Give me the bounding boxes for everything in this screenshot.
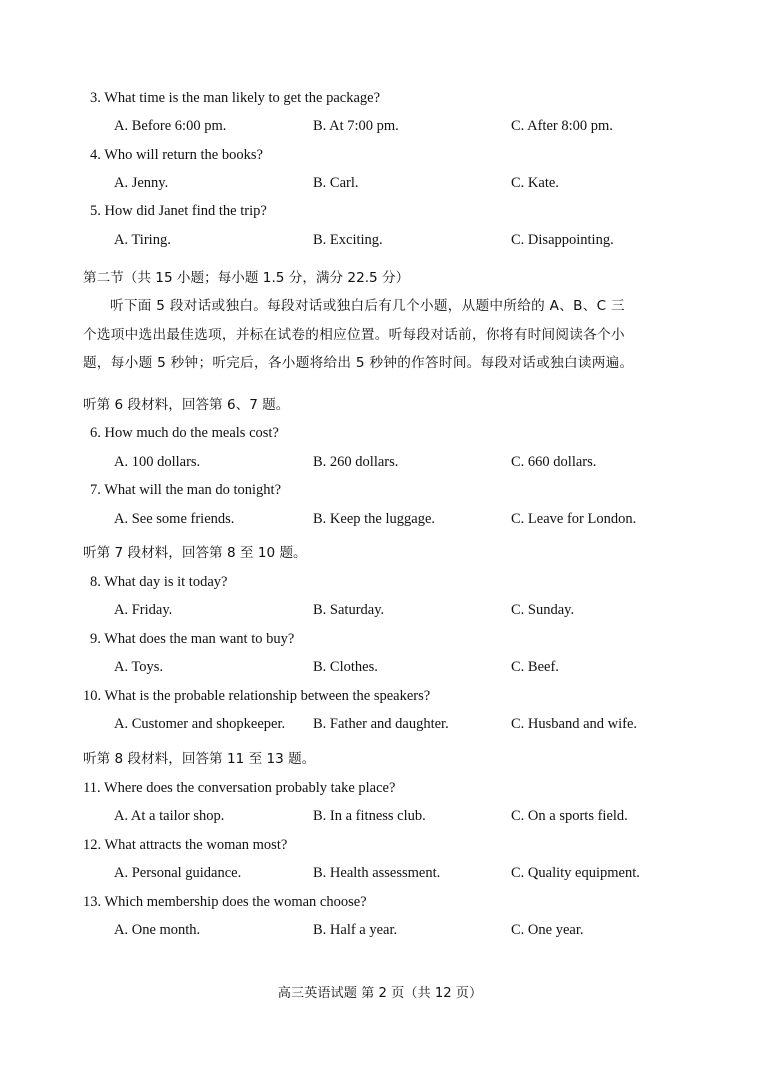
option-c: C. Leave for London. [511, 511, 637, 527]
option-b: B. Half a year. [313, 922, 398, 938]
question-stem: 7. What will the man do tonight? [90, 482, 282, 498]
question-stem: 6. How much do the meals cost? [90, 425, 279, 441]
option-c: C. Kate. [511, 175, 559, 191]
option-b: B. Carl. [313, 175, 359, 191]
option-b: B. Exciting. [313, 232, 383, 248]
page-footer: 高三英语试题 第 2 页（共 12 页） [277, 986, 483, 1001]
option-b: B. Saturday. [313, 602, 385, 618]
option-a: A. See some friends. [114, 511, 235, 527]
option-a: A. Friday. [114, 602, 173, 618]
instruction-line: 个选项中选出最佳选项，并标在试卷的相应位置。听每段对话前，你将有时间阅读各个小 [83, 326, 625, 343]
option-c: C. Disappointing. [511, 232, 614, 248]
option-c: C. 660 dollars. [511, 454, 597, 470]
question-stem: 5. How did Janet find the trip? [90, 203, 267, 219]
option-a: A. Before 6:00 pm. [114, 118, 227, 134]
question-stem: 10. What is the probable relationship between the speakers? [83, 688, 431, 704]
option-b: B. Clothes. [313, 659, 378, 675]
option-b: B. Keep the luggage. [313, 511, 436, 527]
option-c: C. After 8:00 pm. [511, 118, 613, 134]
option-a: A. 100 dollars. [114, 454, 201, 470]
instruction-line: 听下面 5 段对话或独白。每段对话或独白后有几个小题，从题中所给的 A、B、C 三 [110, 298, 625, 314]
question-stem: 4. Who will return the books? [90, 147, 263, 163]
option-c: C. Beef. [511, 659, 559, 675]
option-b: B. Health assessment. [313, 865, 441, 881]
material-heading: 听第 8 段材料，回答第 11 至 13 题。 [83, 751, 316, 767]
section-instructions [83, 292, 683, 378]
option-a: A. Tiring. [114, 232, 171, 248]
option-b: B. 260 dollars. [313, 454, 399, 470]
option-c: C. On a sports field. [511, 808, 628, 824]
question-stem: 11. Where does the conversation probably take place? [83, 780, 396, 796]
option-c: C. One year. [511, 922, 584, 938]
material-heading: 听第 7 段材料，回答第 8 至 10 题。 [83, 545, 307, 561]
option-a: A. Customer and shopkeeper. [114, 716, 286, 732]
question-stem: 3. What time is the man likely to get the package? [90, 90, 381, 106]
option-a: A. One month. [114, 922, 201, 938]
option-b: B. Father and daughter. [313, 716, 449, 732]
section-heading: 第二节（共 15 小题；每小题 1.5 分，满分 22.5 分） [83, 270, 410, 286]
instruction-line: 题，每小题 5 秒钟；听完后，各小题将给出 5 秒钟的作答时间。每段对话或独白读两遍。 [83, 355, 634, 371]
option-b: B. At 7:00 pm. [313, 118, 399, 134]
question-stem: 8. What day is it today? [90, 574, 228, 590]
option-c: C. Husband and wife. [511, 716, 638, 732]
option-a: A. Jenny. [114, 175, 169, 191]
option-a: A. Toys. [114, 659, 164, 675]
option-a: A. At a tailor shop. [114, 808, 225, 824]
question-stem: 13. Which membership does the woman choose? [83, 894, 367, 910]
question-stem: 12. What attracts the woman most? [83, 837, 288, 853]
option-a: A. Personal guidance. [114, 865, 242, 881]
option-b: B. In a fitness club. [313, 808, 426, 824]
question-stem: 9. What does the man want to buy? [90, 631, 295, 647]
option-c: C. Quality equipment. [511, 865, 640, 881]
option-c: C. Sunday. [511, 602, 575, 618]
material-heading: 听第 6 段材料，回答第 6、7 题。 [83, 397, 290, 413]
